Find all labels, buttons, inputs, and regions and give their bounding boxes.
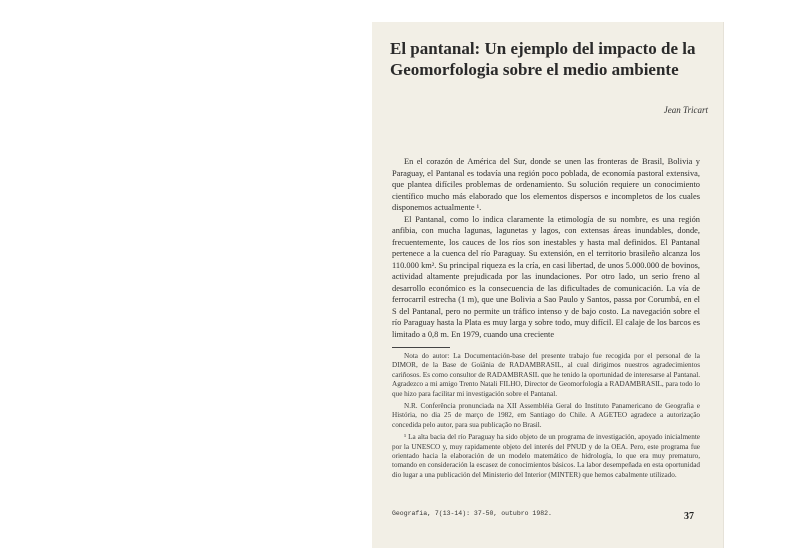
- footnote-editor-note: N.R. Conferência pronunciada na XII Assembléia Geral do Instituto Panamericano de Geografia e História, no dia 25 de março de 1982, em Santiago do Chile. A AGETEO agradece a autorização concedida pelo autor, para sua publicação no Brasil.: [392, 402, 700, 429]
- author-name: Jean Tricart: [663, 105, 708, 115]
- footnote-1: ¹ La alta bacia del río Paraguay ha sido objeto de un programa de investigación, apoyado inicialmente por la UNESCO y, muy rapidamente objeto del interés del PNUD y de la OEA. Pero, este programa fue orientado hacia la elaboración de un modelo matemático de hidrología, lo que era muy prematuro, tomando en consideración la escasez de conocimientos básicos. La labor desempeñada en esta oportunidad dio lugar a una publicación del Ministerio del Interior (MINTER) que hemos cabalmente utilizado.: [392, 433, 700, 479]
- body-paragraph: En el corazón de América del Sur, donde se unen las fronteras de Brasil, Bolivia y Paraguay, el Pantanal es todavía una región poco poblada, de economía pastoral extensiva, que plantea difíciles problemas de ordenamiento. Su solución requiere un conocimiento científico mucho más elaborado que los elementos dispersos e incompletos de los cuales disponemos actualmente ¹.: [392, 157, 700, 212]
- title-line-2: Geomorfologia sobre el medio ambiente: [390, 60, 679, 79]
- article-title: [390, 38, 710, 80]
- footnotes: [392, 352, 700, 483]
- title-line-1: El pantanal: Un ejemplo del impacto de la: [390, 39, 696, 58]
- footnote-separator: [392, 347, 450, 348]
- body-paragraph: El Pantanal, como lo indica claramente la etimología de su nombre, es una región anfibia, con mucha lagunas, lagunetas y lagos, con extensas áreas inundables, donde, frecuentemente, los cauces de los ríos son inestables y hasta mal definidos. El Pantanal pertenece a la cuenca del río Paraguay. Su extensión, en el territorio brasileño alcanza los 110.000 km². Su principal riqueza es la cría, en casi libertad, de unos 5.000.000 de bovinos, actividad altamente prejudicada por las inundaciones. Por otro lado, un serio freno al desarrollo económico es la consecuencia de las dificultades de comunicación. La vía de ferrocarril estrecha (1 m), que une Bolivia a Sao Paulo y Santos, passa por Corumbá, en el S del Pantanal, pero no permite un tráfico intenso y de bajo costo. La navegación sobre el río Paraguay hasta la Plata es muy larga y sobre todo, muy difícil. El calaje de los barcos es limitado a 0,8 m. En 1979, cuando una creciente: [392, 214, 700, 339]
- journal-citation: Geografia, 7(13-14): 37-50, outubro 1982.: [392, 510, 552, 517]
- article-body: [392, 156, 700, 340]
- page-number: 37: [684, 511, 694, 522]
- footnote-author-note: Nota do autor: La Documentación-base del presente trabajo fue recogida por el personal de la DIMOR, de la Base de Goiânia de RADAMBRASIL, al cual dirigimos nuestros agradecimientos cariñosos. Es como consultor de RADAMBRASIL que he tenido la oportunidad de interesarse al Pantanal. Agradezco a mi amigo Trento Natali FILHO, Director de Geomorfología a RADAMBRASIL, para todo lo que hizo para facilitar mi investigación sobre el Pantanal.: [392, 352, 700, 398]
